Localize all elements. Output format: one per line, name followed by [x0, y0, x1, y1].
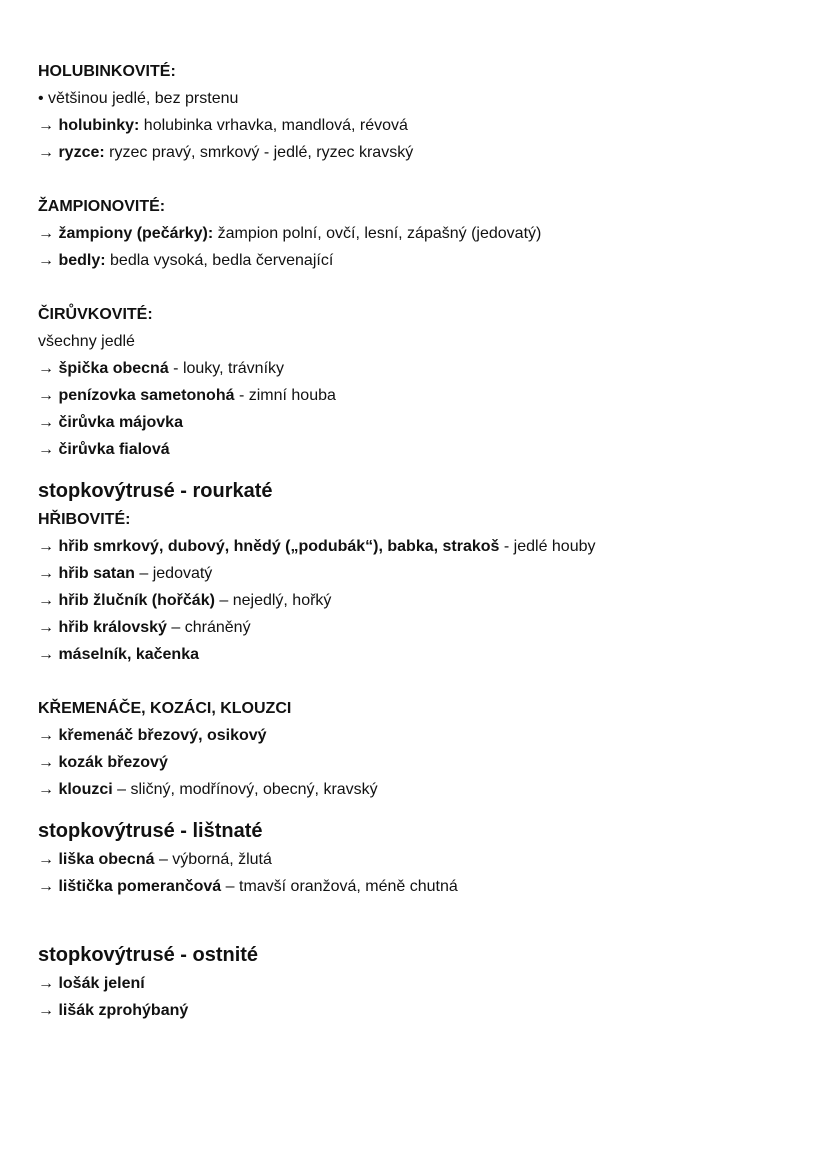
item-description: – chráněný	[166, 619, 251, 636]
item-description: – tmavší oranžová, méně chutná	[221, 878, 458, 895]
item-term: hřib žlučník (hořčák)	[58, 592, 215, 609]
item-term: hřib smrkový, dubový, hnědý („podubák“), babka, strakoš	[58, 538, 500, 555]
item-description: - zimní houba	[234, 387, 336, 404]
section-heading-holubinkovite: HOLUBINKOVITÉ:	[38, 63, 176, 80]
item-term: hřib satan	[58, 565, 135, 582]
list-item	[38, 247, 798, 274]
item-description: - louky, trávníky	[168, 360, 285, 377]
section-title-ostnite: stopkovýtrusé - ostnité	[38, 944, 259, 966]
item-term: ryzce:	[58, 144, 105, 161]
list-item	[38, 641, 798, 668]
arrow-icon: →	[38, 592, 54, 609]
list-item	[38, 112, 798, 139]
item-term: máselník, kačenka	[58, 646, 199, 663]
arrow-icon: →	[38, 441, 54, 458]
arrow-icon: →	[38, 646, 54, 663]
item-description: - jedlé houby	[499, 538, 596, 555]
arrow-icon: →	[38, 754, 54, 771]
list-item	[38, 560, 798, 587]
section-title-listnate: stopkovýtrusé - lištnaté	[38, 820, 263, 842]
section-heading-hribovite: HŘIBOVITÉ:	[38, 511, 131, 528]
arrow-icon: →	[38, 144, 54, 161]
item-description: – výborná, žlutá	[154, 851, 272, 868]
arrow-icon: →	[38, 878, 54, 895]
arrow-icon: →	[38, 538, 54, 555]
document-page	[38, 58, 798, 1024]
arrow-icon: →	[38, 360, 54, 377]
item-term: bedly:	[58, 252, 106, 269]
section-heading-kremenace: KŘEMENÁČE, KOZÁCI, KLOUZCI	[38, 700, 292, 717]
list-item	[38, 970, 798, 997]
arrow-icon: →	[38, 387, 54, 404]
section-heading-cirukovite: ČIRŮVKOVITÉ:	[38, 306, 153, 323]
item-description: – jedovatý	[134, 565, 213, 582]
item-term: špička obecná	[58, 360, 169, 377]
list-item	[38, 873, 798, 900]
item-description: – nejedlý, hořký	[214, 592, 332, 609]
item-term: hřib královský	[58, 619, 167, 636]
list-item	[38, 846, 798, 873]
item-term: lošák jelení	[58, 975, 145, 992]
item-description: ryzec pravý, smrkový - jedlé, ryzec kravský	[104, 144, 414, 161]
list-item	[38, 776, 798, 803]
item-term: liška obecná	[58, 851, 155, 868]
arrow-icon: →	[38, 781, 54, 798]
list-item	[38, 382, 798, 409]
section-title-rourkate: stopkovýtrusé - rourkaté	[38, 480, 273, 502]
arrow-icon: →	[38, 975, 54, 992]
item-term: čirůvka fialová	[58, 441, 170, 458]
item-term: žampiony (pečárky):	[58, 225, 214, 242]
list-item	[38, 436, 798, 463]
item-term: lišák zprohýbaný	[58, 1002, 189, 1019]
item-term: křemenáč březový, osikový	[58, 727, 267, 744]
list-item	[38, 533, 798, 560]
item-term: kozák březový	[58, 754, 168, 771]
list-item	[38, 139, 798, 166]
list-item	[38, 220, 798, 247]
arrow-icon: →	[38, 727, 54, 744]
list-item	[38, 749, 798, 776]
arrow-icon: →	[38, 252, 54, 269]
arrow-icon: →	[38, 117, 54, 134]
item-term: holubinky:	[58, 117, 140, 134]
list-item	[38, 409, 798, 436]
list-item	[38, 587, 798, 614]
text-line: všechny jedlé	[38, 333, 135, 350]
item-description: holubinka vrhavka, mandlová, révová	[139, 117, 408, 134]
list-item	[38, 722, 798, 749]
item-description: – sličný, modřínový, obecný, kravský	[112, 781, 378, 798]
item-term: čirůvka májovka	[58, 414, 183, 431]
arrow-icon: →	[38, 225, 54, 242]
section-heading-zampionovite: ŽAMPIONOVITÉ:	[38, 198, 166, 215]
list-item	[38, 355, 798, 382]
text-line: • většinou jedlé, bez prstenu	[38, 90, 239, 107]
item-term: klouzci	[58, 781, 113, 798]
arrow-icon: →	[38, 851, 54, 868]
list-item	[38, 997, 798, 1024]
item-description: žampion polní, ovčí, lesní, zápašný (jedovatý)	[213, 225, 542, 242]
arrow-icon: →	[38, 565, 54, 582]
item-term: lištička pomerančová	[58, 878, 222, 895]
arrow-icon: →	[38, 1002, 54, 1019]
item-term: penízovka sametonohá	[58, 387, 235, 404]
arrow-icon: →	[38, 414, 54, 431]
list-item	[38, 614, 798, 641]
item-description: bedla vysoká, bedla červenající	[105, 252, 334, 269]
arrow-icon: →	[38, 619, 54, 636]
